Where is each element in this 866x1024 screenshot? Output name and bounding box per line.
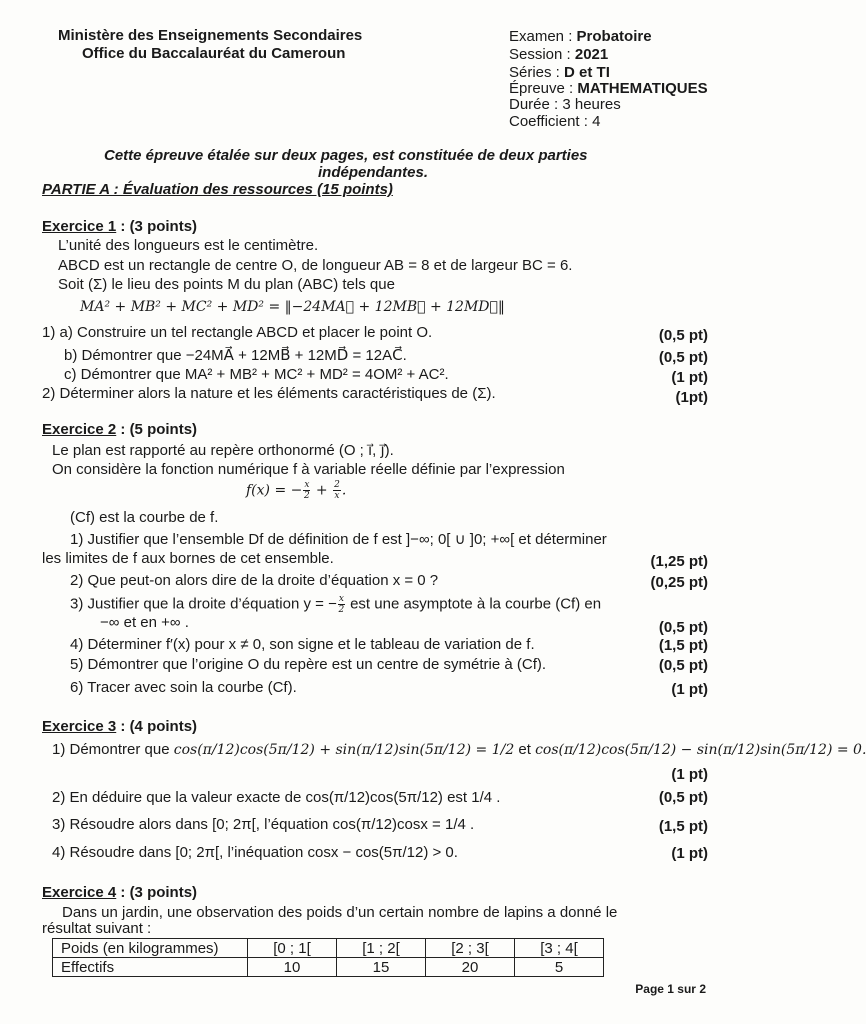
- ex2-line-1: Le plan est rapporté au repère orthonormé (O ; i⃗, j⃗).: [52, 442, 394, 459]
- ex1-q1c: c) Démontrer que MA² + MB² + MC² + MD² = 4OM² + AC².: [64, 366, 449, 383]
- ex1-q1a: 1) a) Construire un tel rectangle ABCD et placer le point O.: [42, 324, 433, 341]
- ex1-line-2: ABCD est un rectangle de centre O, de longueur AB = 8 et de largeur BC = 6.: [58, 257, 573, 274]
- ex2-q3: 3) Justifier que la droite d’équation y = − $\frac{x}{2}$ est une asymptote à la courbe (Cf) en: [70, 594, 602, 615]
- coefficient-line: Coefficient : 4: [509, 113, 601, 130]
- table-cell: 15: [337, 958, 426, 977]
- ex1-q2: 2) Déterminer alors la nature et les éléments caractéristiques de (Σ).: [42, 385, 496, 402]
- ex3-q3-points: (1,5 pt): [658, 818, 708, 835]
- office-name: Office du Baccalauréat du Cameroun: [82, 45, 346, 62]
- ex2-q2-points: (0,25 pt): [650, 574, 708, 591]
- ex1-q1b-points: (0,5 pt): [658, 349, 708, 366]
- ex2-line-2: On considère la fonction numérique f à variable réelle définie par l’expression: [52, 461, 565, 478]
- table-cell: 10: [248, 958, 337, 977]
- epreuve-line: Épreuve : MATHEMATIQUES: [509, 80, 708, 97]
- ex1-equation: MA² + MB² + MC² + MD² = ‖−24MA⃗ + 12MB⃗ + 12MD⃗‖: [80, 299, 505, 315]
- ex1-q2-points: (1pt): [675, 389, 708, 406]
- table-cell: 20: [426, 958, 515, 977]
- ex2-q2: 2) Que peut-on alors dire de la droite d’équation x = 0 ?: [70, 572, 439, 589]
- exercise-3-title: Exercice 3 : (4 points): [42, 718, 198, 735]
- ex1-q1b: b) Démontrer que −24MA⃗ + 12MB⃗ + 12MD⃗ = 12AC⃗.: [64, 347, 407, 364]
- table-header-cell: [0 ; 1[: [248, 939, 337, 958]
- page-number: Page 1 sur 2: [635, 982, 706, 996]
- ex2-q3-points: (0,5 pt): [658, 619, 708, 636]
- table-cell: 5: [515, 958, 604, 977]
- ex3-q1-points: (1 pt): [671, 766, 708, 783]
- ex2-q1: 1) Justifier que l’ensemble Df de définition de f est ]−∞; 0[ ∪ ]0; +∞[ et déterminer: [70, 531, 607, 548]
- ex2-q5-points: (0,5 pt): [658, 657, 708, 674]
- ministry-name: Ministère des Enseignements Secondaires: [58, 27, 363, 44]
- ex1-line-3: Soit (Σ) le lieu des points M du plan (ABC) tels que: [58, 276, 395, 293]
- ex3-q4: 4) Résoudre dans [0; 2π[, l’inéquation cosx − cos(5π/12) > 0.: [52, 844, 458, 861]
- ex2-q3-continued: −∞ et en +∞ .: [100, 614, 189, 631]
- ex3-q3: 3) Résoudre alors dans [0; 2π[, l’équation cos(π/12)cosx = 1/4 .: [52, 816, 475, 833]
- exercise-1-title: Exercice 1 : (3 points): [42, 218, 198, 235]
- ex4-line-2: résultat suivant :: [42, 920, 152, 937]
- table-header-cell: Poids (en kilogrammes): [53, 939, 248, 958]
- ex3-q4-points: (1 pt): [671, 845, 708, 862]
- ex3-q2-points: (0,5 pt): [658, 789, 708, 806]
- series-line: Séries : D et TI: [509, 64, 610, 81]
- duree-line: Durée : 3 heures: [509, 96, 621, 113]
- ex1-q1a-points: (0,5 pt): [658, 327, 708, 344]
- ex2-line-3: (Cf) est la courbe de f.: [70, 509, 219, 526]
- exam-line: Examen : Probatoire: [509, 28, 652, 45]
- exercise-4-title: Exercice 4 : (3 points): [42, 884, 198, 901]
- ex2-q5: 5) Démontrer que l’origine O du repère est un centre de symétrie à (Cf).: [70, 656, 547, 673]
- ex1-line-1: L’unité des longueurs est le centimètre.: [58, 237, 319, 254]
- ex2-q4: 4) Déterminer f′(x) pour x ≠ 0, son signe et le tableau de variation de f.: [70, 636, 535, 653]
- table-header-cell: [2 ; 3[: [426, 939, 515, 958]
- exercise-2-title: Exercice 2 : (5 points): [42, 421, 198, 438]
- ex2-q4-points: (1,5 pt): [658, 637, 708, 654]
- part-a-title: PARTIE A : Évaluation des ressources (15 points): [42, 181, 393, 198]
- ex3-q1: 1) Démontrer que cos(π/12)cos(5π/12) + sin(π/12)sin(5π/12) = 1/2 et cos(π/12)cos(5π/12) − sin(π/12)sin(5π/12) = 0.: [52, 741, 866, 758]
- table-cell: Effectifs: [53, 958, 248, 977]
- intro-line-1: Cette épreuve étalée sur deux pages, est constituée de deux parties: [104, 147, 588, 164]
- ex2-function-definition: f(x) = − $\frac{x}{2}$ + $\frac{2}{x}$ .: [246, 480, 347, 501]
- ex4-line-1: Dans un jardin, une observation des poids d’un certain nombre de lapins a donné le: [62, 904, 618, 921]
- ex2-q6: 6) Tracer avec soin la courbe (Cf).: [70, 679, 297, 696]
- ex2-q6-points: (1 pt): [671, 681, 708, 698]
- weights-table: [52, 938, 604, 977]
- ex3-q2: 2) En déduire que la valeur exacte de cos(π/12)cos(5π/12) est 1/4 .: [52, 789, 501, 806]
- table-row: [53, 958, 604, 977]
- table-header-cell: [1 ; 2[: [337, 939, 426, 958]
- ex1-q1c-points: (1 pt): [671, 369, 708, 386]
- ex2-q1-continued: les limites de f aux bornes de cet ensemble.: [42, 550, 334, 567]
- table-row: [53, 939, 604, 958]
- session-line: Session : 2021: [509, 46, 609, 63]
- ex2-q1-points: (1,25 pt): [650, 553, 708, 570]
- intro-line-2: indépendantes.: [318, 164, 429, 181]
- table-header-cell: [3 ; 4[: [515, 939, 604, 958]
